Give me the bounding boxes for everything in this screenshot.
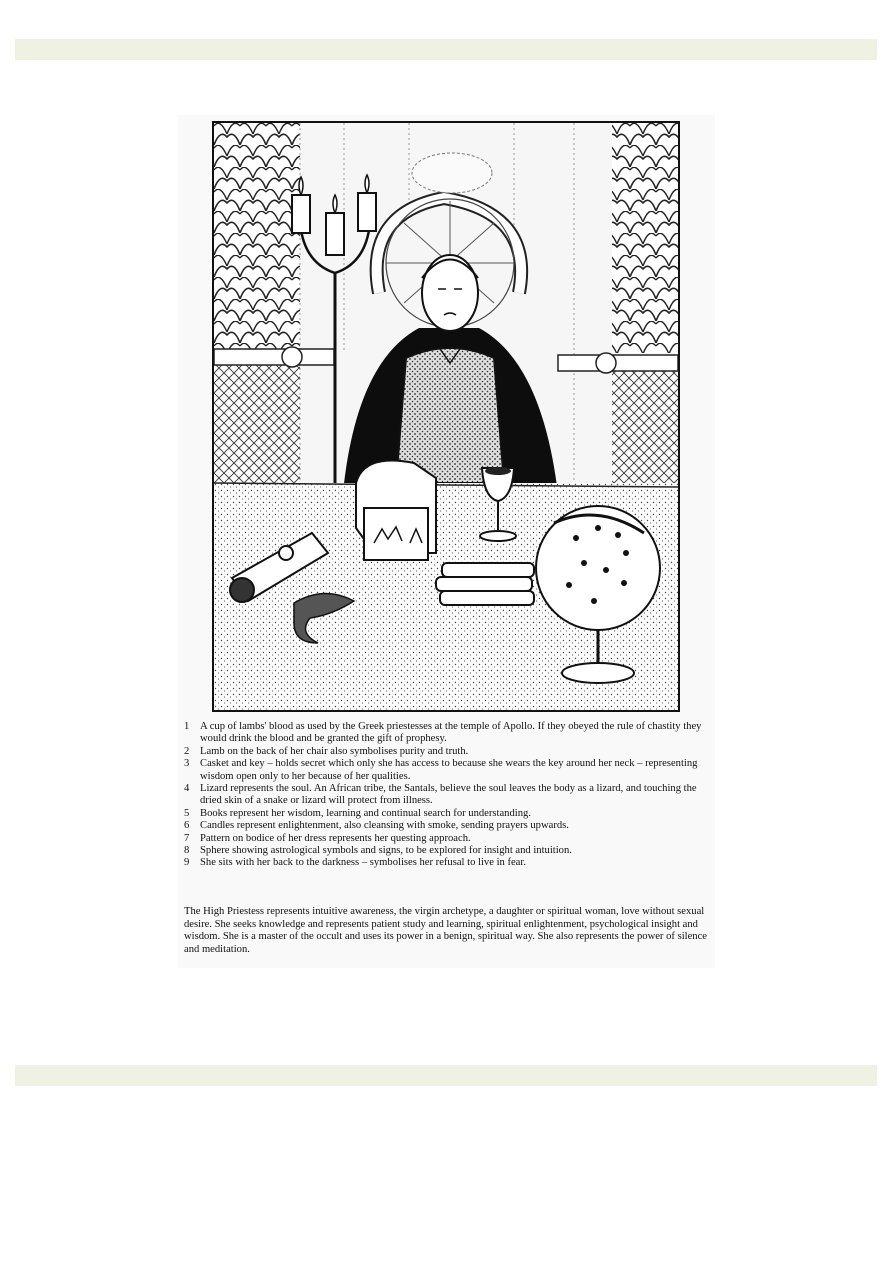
caption-text: Sphere showing astrological symbols and signs, to be explored for insight and intuition. xyxy=(200,845,572,857)
figure-block xyxy=(178,115,715,968)
caption-item xyxy=(184,758,710,783)
caption-text: She sits with her back to the darkness – symbolises her refusal to live in fear. xyxy=(200,857,526,869)
top-divider-band xyxy=(15,39,877,60)
caption-text: Casket and key – holds secret which only she has access to because she wears the key around her neck – representing wisdom open only to her because of her qualities. xyxy=(200,758,698,782)
caption-item xyxy=(184,820,710,832)
high-priestess-illustration xyxy=(212,121,680,712)
caption-item xyxy=(184,845,710,857)
caption-list xyxy=(184,721,710,870)
caption-item xyxy=(184,833,710,845)
bottom-divider-band xyxy=(15,1065,877,1086)
caption-number: 9 xyxy=(184,857,190,869)
caption-item xyxy=(184,746,710,758)
caption-item xyxy=(184,808,710,820)
caption-text: Lizard represents the soul. An African tribe, the Santals, believe the soul leaves the body as a lizard, and touching the dried skin of a snake or lizard will protect from illness. xyxy=(200,783,697,807)
summary-paragraph: The High Priestess represents intuitive awareness, the virgin archetype, a daughter or spiritual woman, love without sexual desire. She seeks knowledge and represents patient study and learning, spiritual enlightenment, psychological insight and wisdom. She is a master of the occult and uses its power in a benign, spiritual way. She also represents the power of silence and meditation. xyxy=(184,906,707,955)
caption-number: 2 xyxy=(184,745,190,757)
caption-text: Pattern on bodice of her dress represents her questing approach. xyxy=(200,832,471,844)
caption-item xyxy=(184,783,710,808)
caption-number: 6 xyxy=(184,820,190,832)
caption-text: A cup of lambs' blood as used by the Greek priestesses at the temple of Apollo. If they obeyed the rule of chastity they would drink the blood and be granted the gift of prophesy. xyxy=(200,721,702,745)
illustration-drawing xyxy=(214,123,678,710)
caption-item xyxy=(184,721,710,746)
caption-number: 3 xyxy=(184,758,190,770)
caption-item xyxy=(184,857,710,869)
caption-text: Lamb on the back of her chair also symbolises purity and truth. xyxy=(200,745,469,757)
caption-number: 8 xyxy=(184,845,190,857)
caption-number: 1 xyxy=(184,721,190,732)
caption-text: Candles represent enlightenment, also cleansing with smoke, sending prayers upwards. xyxy=(200,820,569,832)
caption-number: 7 xyxy=(184,832,190,844)
caption-number: 5 xyxy=(184,807,190,819)
caption-number: 4 xyxy=(184,783,190,795)
caption-text: Books represent her wisdom, learning and continual search for understanding. xyxy=(200,807,531,819)
